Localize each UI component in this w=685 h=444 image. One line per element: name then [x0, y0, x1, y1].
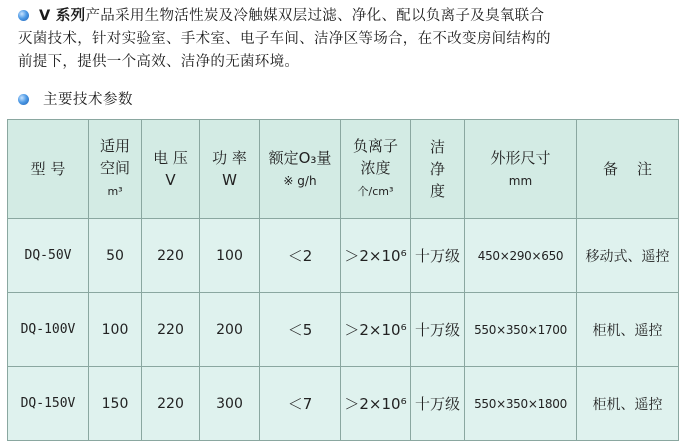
cell-anion: ＞2×10⁶ [341, 219, 411, 293]
header-ozone: 额定O₃量 ※ g/h [260, 120, 341, 219]
intro-line-1 [18, 5, 668, 28]
series-label: V 系列 [39, 8, 86, 24]
header-space: 适用 空间 m³ [89, 120, 142, 219]
bullet-icon [18, 94, 29, 105]
table-header-row [8, 120, 679, 219]
cell-note: 柜机、遥控 [577, 293, 679, 367]
cell-ozone: ＜5 [260, 293, 341, 367]
table-row [8, 219, 679, 293]
cell-dimensions: 550×350×1700 [465, 293, 577, 367]
header-dimensions: 外形尺寸 mm [465, 120, 577, 219]
cell-ozone: ＜7 [260, 367, 341, 441]
header-power: 功 率 W [200, 120, 260, 219]
cell-ozone: ＜2 [260, 219, 341, 293]
cell-model: DQ-150V [8, 367, 89, 441]
cell-note: 柜机、遥控 [577, 367, 679, 441]
intro-paragraph [18, 5, 668, 74]
cell-power: 300 [200, 367, 260, 441]
cell-voltage: 220 [142, 293, 200, 367]
intro-line-1-text: 产品采用生物活性炭及冷触媒双层过滤、净化、配以负离子及臭氧联合 [85, 8, 545, 24]
cell-space: 100 [89, 293, 142, 367]
cell-model: DQ-50V [8, 219, 89, 293]
cell-dimensions: 450×290×650 [465, 219, 577, 293]
spec-table [7, 119, 679, 441]
cell-voltage: 220 [142, 367, 200, 441]
bullet-icon [18, 10, 29, 21]
section-title: 主要技术参数 [43, 92, 133, 108]
cell-dimensions: 550×350×1800 [465, 367, 577, 441]
intro-line-3: 前提下，提供一个高效、洁净的无菌环境。 [18, 54, 300, 70]
cell-model: DQ-100V [8, 293, 89, 367]
section-heading [18, 88, 133, 109]
table-row [8, 293, 679, 367]
cell-note: 移动式、遥控 [577, 219, 679, 293]
cell-cleanliness: 十万级 [411, 219, 465, 293]
intro-line-2: 灭菌技术，针对实验室、手术室、电子车间、洁净区等场合，在不改变房间结构的 [18, 31, 551, 47]
cell-power: 100 [200, 219, 260, 293]
header-anion: 负离子 浓度 个/cm³ [341, 120, 411, 219]
cell-anion: ＞2×10⁶ [341, 293, 411, 367]
cell-power: 200 [200, 293, 260, 367]
cell-space: 50 [89, 219, 142, 293]
header-note: 备 注 [577, 120, 679, 219]
cell-cleanliness: 十万级 [411, 293, 465, 367]
header-model: 型 号 [8, 120, 89, 219]
cell-space: 150 [89, 367, 142, 441]
cell-anion: ＞2×10⁶ [341, 367, 411, 441]
header-cleanliness: 洁 净 度 [411, 120, 465, 219]
cell-cleanliness: 十万级 [411, 367, 465, 441]
cell-voltage: 220 [142, 219, 200, 293]
header-voltage: 电 压 V [142, 120, 200, 219]
table-row [8, 367, 679, 441]
